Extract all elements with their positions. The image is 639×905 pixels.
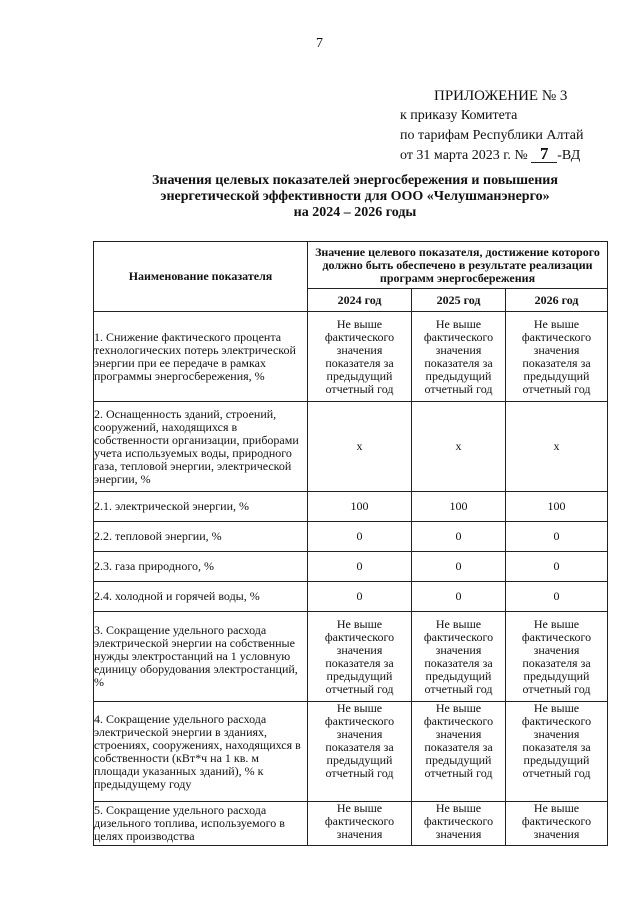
value-2025: х [412, 402, 506, 492]
table-row [94, 402, 608, 492]
header-indicator-name: Наименование показателя [94, 242, 308, 312]
value-2024: 100 [308, 492, 412, 522]
appendix-block [400, 86, 635, 166]
value-2024: Не выше фактического значения показателя за предыдущий отчетный год [308, 612, 412, 702]
table-row [94, 522, 608, 552]
indicator-name: 4. Сокращение удельного расхода электрической энергии в зданиях, строениях, сооружениях, находящихся в собственности (кВт*ч на 1 кв. м площади указанных зданий), % к предыдущему году [94, 702, 308, 802]
header-year-2025: 2025 год [412, 289, 506, 312]
header-year-2026: 2026 год [506, 289, 608, 312]
value-2026: 0 [506, 522, 608, 552]
page-number: 7 [316, 36, 323, 51]
value-2026: Не выше фактического значения показателя за предыдущий отчетный год [506, 312, 608, 402]
indicator-name: 2.2. тепловой энергии, % [94, 522, 308, 552]
value-2026: х [506, 402, 608, 492]
heading-line-3: на 2024 – 2026 годы [293, 205, 417, 220]
table-row [94, 312, 608, 402]
indicator-name: 2. Оснащенность зданий, строений, сооружений, находящихся в собственности организации, приборами учета используемых воды, природного газа, тепловой энергии, электрической энергии, % [94, 402, 308, 492]
table-row [94, 582, 608, 612]
appendix-date: от 31 марта 2023 г. № [400, 148, 528, 163]
value-2024: Не выше фактического значения [308, 802, 412, 846]
value-2026: Не выше фактического значения показателя за предыдущий отчетный год [506, 702, 608, 802]
appendix-line-committee: по тарифам Республики Алтай [400, 128, 584, 143]
heading-line-1: Значения целевых показателей энергосбережения и повышения [152, 173, 558, 188]
value-2024: 0 [308, 582, 412, 612]
order-suffix: -ВД [557, 148, 581, 163]
value-2025: Не выше фактического значения показателя за предыдущий отчетный год [412, 702, 506, 802]
indicator-name: 2.3. газа природного, % [94, 552, 308, 582]
table-row [94, 802, 608, 846]
table-row [94, 552, 608, 582]
appendix-line-order: к приказу Комитета [400, 108, 518, 123]
value-2025: Не выше фактического значения показателя за предыдущий отчетный год [412, 612, 506, 702]
table-row [94, 612, 608, 702]
indicator-name: 1. Снижение фактического процента технологических потерь электрической энергии при ее передаче в рамках программы энергосбережения, % [94, 312, 308, 402]
value-2025: 0 [412, 522, 506, 552]
value-2024: х [308, 402, 412, 492]
header-year-2024: 2024 год [308, 289, 412, 312]
header-target-value: Значение целевого показателя, достижение которого должно быть обеспечено в результате реализации программ энергосбережения [308, 242, 608, 289]
indicators-table [93, 241, 608, 846]
indicator-name: 2.1. электрической энергии, % [94, 492, 308, 522]
heading-line-2: энергетической эффективности для ООО «Челушманэнерго» [160, 189, 550, 204]
value-2025: Не выше фактического значения показателя за предыдущий отчетный год [412, 312, 506, 402]
value-2026: Не выше фактического значения показателя за предыдущий отчетный год [506, 612, 608, 702]
value-2026: 0 [506, 582, 608, 612]
value-2025: Не выше фактического значения [412, 802, 506, 846]
value-2026: Не выше фактического значения [506, 802, 608, 846]
document-heading [95, 173, 615, 221]
value-2025: 100 [412, 492, 506, 522]
indicator-name: 2.4. холодной и горячей воды, % [94, 582, 308, 612]
value-2026: 0 [506, 552, 608, 582]
value-2024: Не выше фактического значения показателя за предыдущий отчетный год [308, 702, 412, 802]
table-row [94, 492, 608, 522]
appendix-line-date [400, 146, 635, 166]
value-2026: 100 [506, 492, 608, 522]
value-2024: 0 [308, 552, 412, 582]
table-row [94, 702, 608, 802]
value-2025: 0 [412, 582, 506, 612]
indicator-name: 3. Сокращение удельного расхода электрической энергии на собственные нужды электростанций на 1 условную единицу оборудования электростанций, % [94, 612, 308, 702]
appendix-title: ПРИЛОЖЕНИЕ № 3 [434, 88, 568, 104]
value-2025: 0 [412, 552, 506, 582]
value-2024: Не выше фактического значения показателя за предыдущий отчетный год [308, 312, 412, 402]
order-number: 7 [531, 146, 557, 163]
value-2024: 0 [308, 522, 412, 552]
indicator-name: 5. Сокращение удельного расхода дизельного топлива, используемого в целях производства [94, 802, 308, 846]
